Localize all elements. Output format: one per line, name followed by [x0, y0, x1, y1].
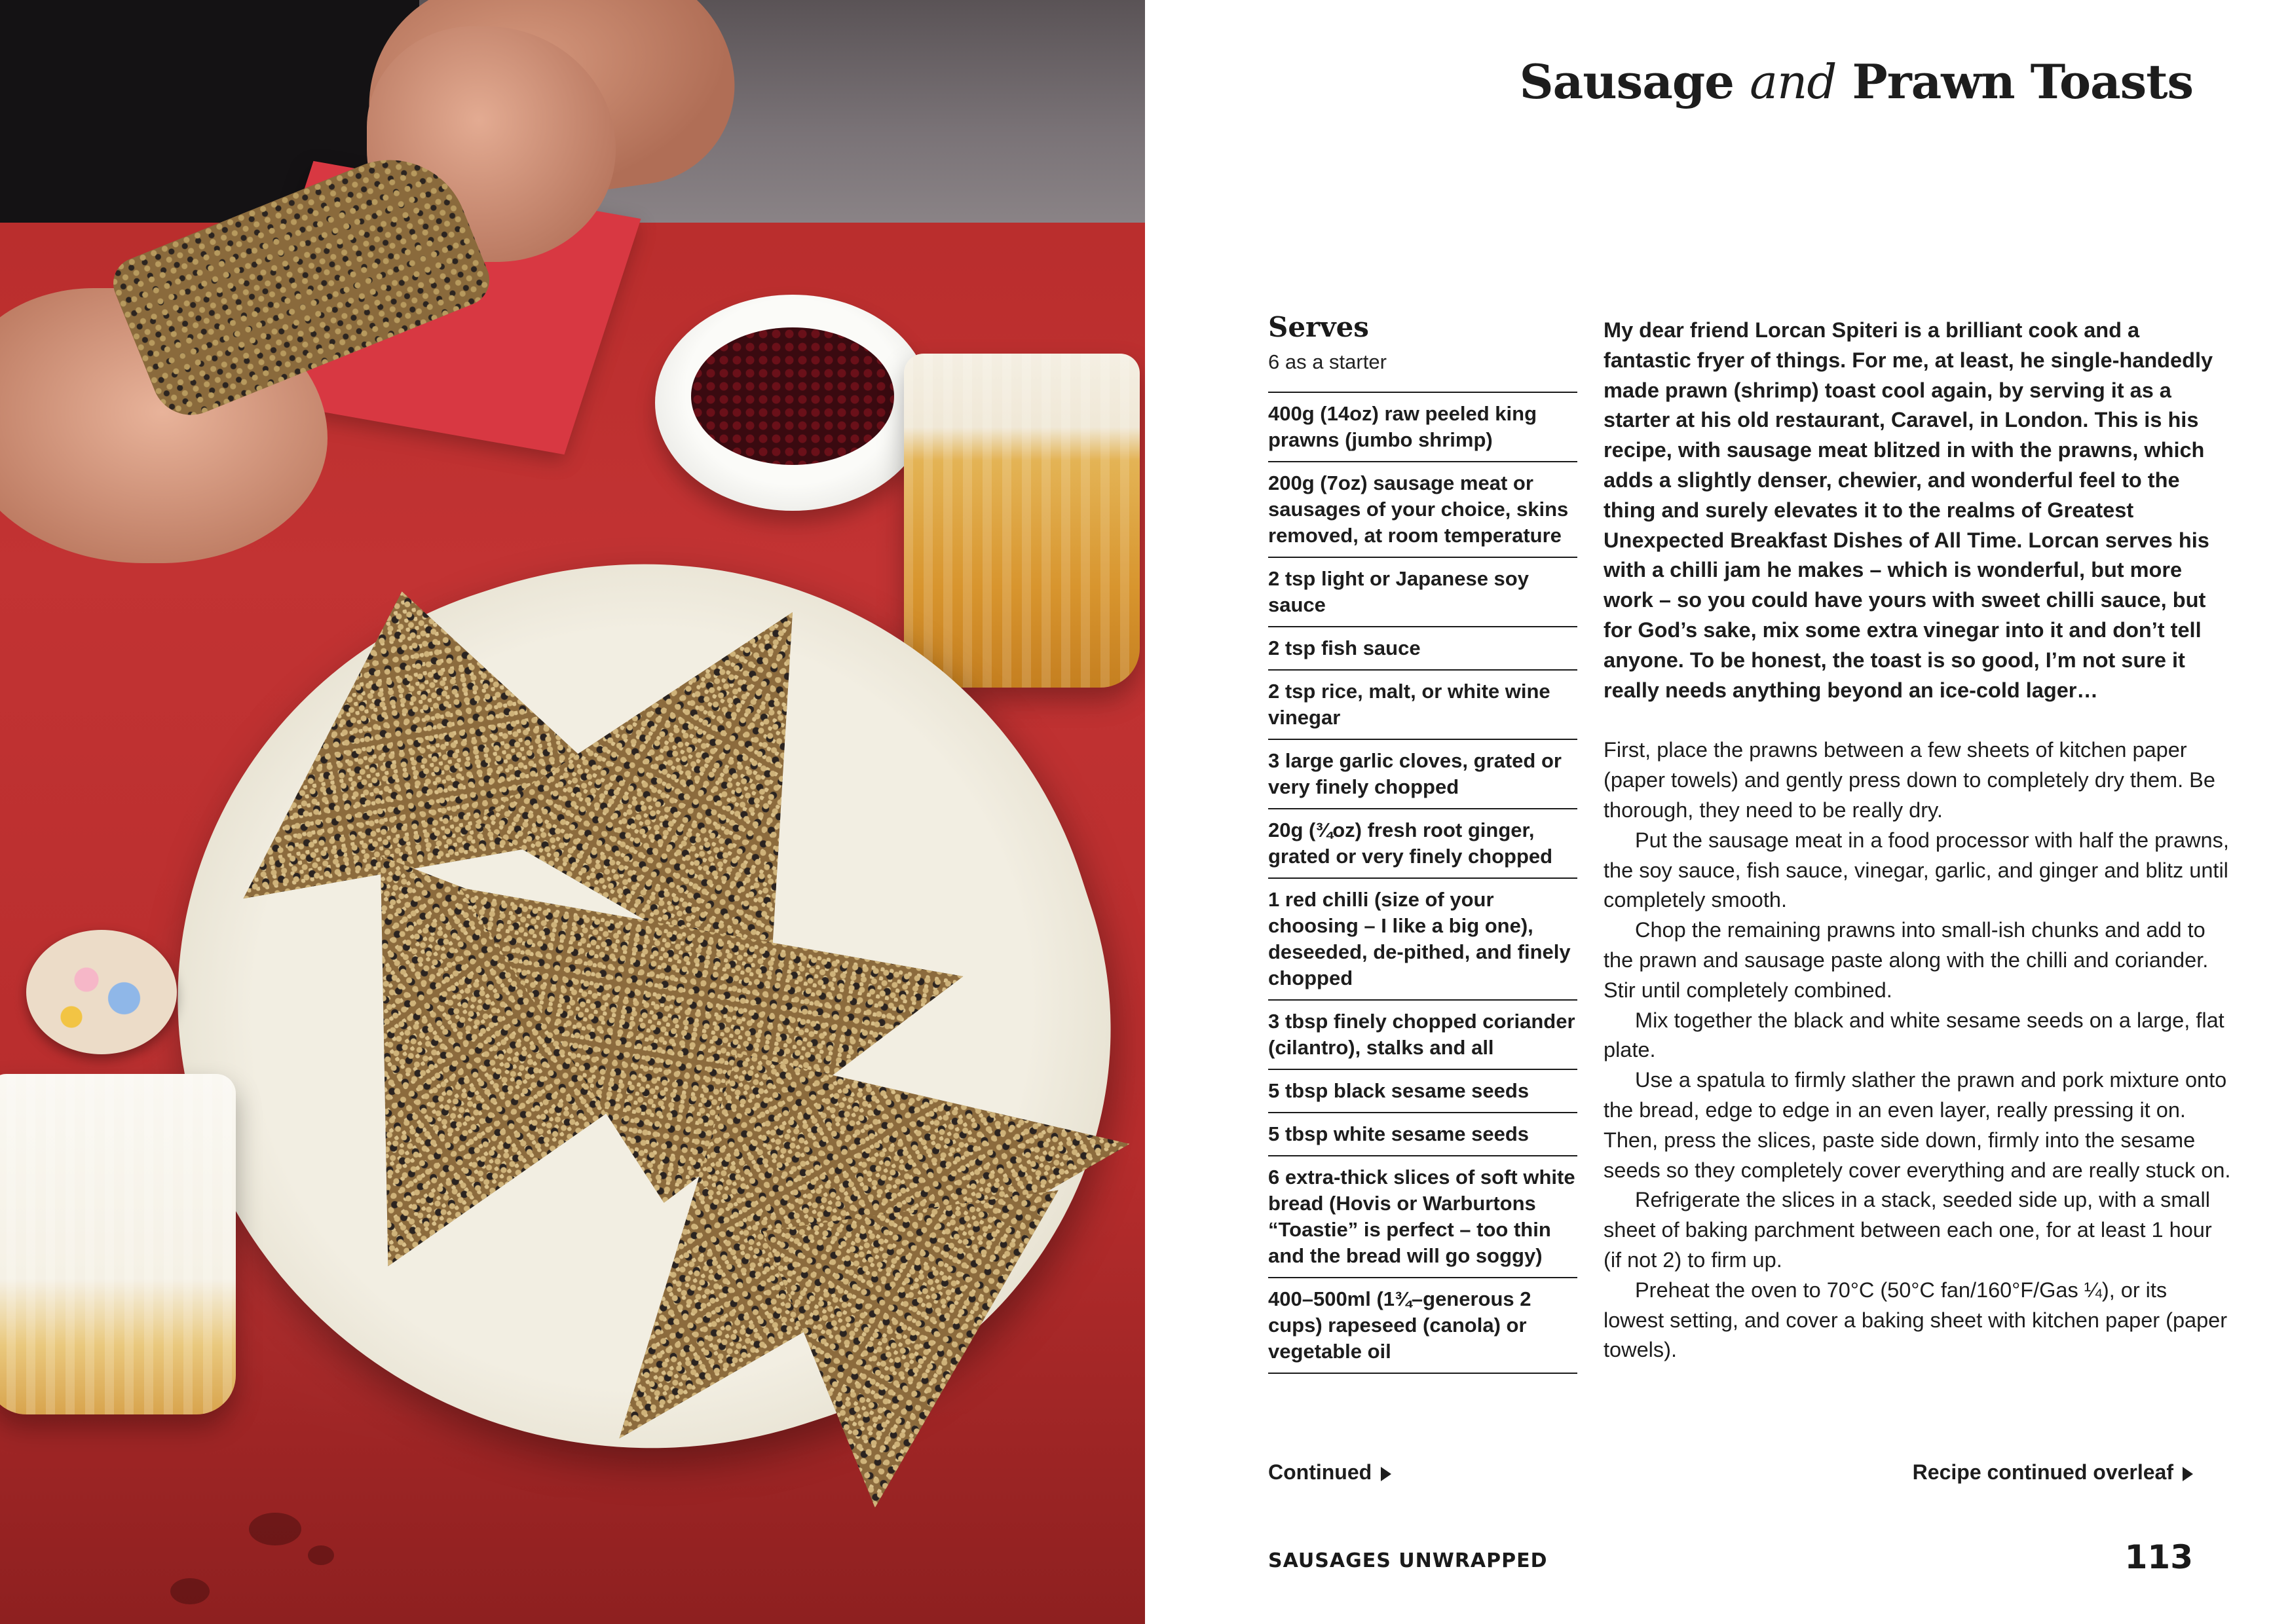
page-number: 113: [2124, 1538, 2193, 1576]
lager-glass: [904, 354, 1140, 688]
serves-value: 6 as a starter: [1268, 350, 1387, 373]
title-part-2: and: [1750, 54, 1837, 109]
ingredient-item: 3 tbsp finely chopped coriander (cilantro), stalks and all: [1268, 1001, 1577, 1070]
ingredient-item: 20g (¾oz) fresh root ginger, grated or very finely chopped: [1268, 809, 1577, 879]
ingredient-list: [1268, 392, 1577, 1374]
ingredient-item: 2 tsp light or Japanese soy sauce: [1268, 558, 1577, 627]
method-step: Refrigerate the slices in a stack, seeded side up, with a small sheet of baking parchment between each one, for at least 1 hour (if not 2) to firm up.: [1604, 1188, 2212, 1272]
continued-overleaf-link[interactable]: [1913, 1458, 2193, 1486]
ingredient-item: 5 tbsp white sesame seeds: [1268, 1113, 1577, 1156]
method-step: Preheat the oven to 70°C (50°C fan/160°F/Gas ¼), or its lowest setting, and cover a baking sheet with kitchen paper (paper towels).: [1604, 1278, 2228, 1362]
ingredient-item: 3 large garlic cloves, grated or very finely chopped: [1268, 740, 1577, 809]
chilli-jam: [691, 327, 894, 465]
book-title-footer: SAUSAGES UNWRAPPED: [1268, 1549, 1548, 1572]
ingredient-item: 5 tbsp black sesame seeds: [1268, 1070, 1577, 1113]
arrow-right-icon: [1381, 1467, 1391, 1481]
ingredient-item: 2 tsp fish sauce: [1268, 627, 1577, 671]
serves-heading: Serves: [1268, 311, 1369, 343]
method-step: Chop the remaining prawns into small-ish chunks and add to the prawn and sausage paste along with the chilli and coriander. Stir until completely combined.: [1604, 918, 2209, 1002]
ingredient-item: 400g (14oz) raw peeled king prawns (jumbo shrimp): [1268, 392, 1577, 462]
title-part-1: Sausage: [1519, 54, 1734, 109]
recipe-page: [1145, 0, 2290, 1624]
recipe-title: [1520, 54, 2193, 109]
ingredient-item: 2 tsp rice, malt, or white wine vinegar: [1268, 671, 1577, 740]
table-stain: [308, 1545, 334, 1565]
ingredient-item: 200g (7oz) sausage meat or sausages of your choice, skins removed, at room temperature: [1268, 462, 1577, 558]
ingredient-item: 6 extra-thick slices of soft white bread (Hovis or Warburtons “Toastie” is perfect – too thin and the bread will go soggy): [1268, 1156, 1577, 1278]
method-step: Mix together the black and white sesame seeds on a large, flat plate.: [1604, 1008, 2224, 1062]
method-step: Use a spatula to firmly slather the prawn and pork mixture onto the bread, edge to edge in an even layer, really pressing it on. Then, press the slices, paste side down, firmly into the sesame seeds so they completely cover everything and are really stuck on.: [1604, 1068, 2231, 1182]
method-step: Put the sausage meat in a food processor with half the prawns, the soy sauce, fish sauce, vinegar, garlic, and ginger and blitz until completely smooth.: [1604, 828, 2229, 912]
arrow-right-icon: [2183, 1467, 2193, 1481]
continued-link[interactable]: [1268, 1458, 1391, 1486]
table-stain: [249, 1513, 301, 1545]
continued-overleaf-label: Recipe continued overleaf: [1912, 1460, 2173, 1484]
decorative-glass: [26, 930, 177, 1054]
method-step: First, place the prawns between a few sheets of kitchen paper (paper towels) and gently press down to completely dry them. Be thorough, they need to be really dry.: [1604, 738, 2215, 822]
ingredients-column: [1268, 309, 1577, 1374]
ingredient-item: 1 red chilli (size of your choosing – I like a big one), deseeded, de-pithed, and finely chopped: [1268, 879, 1577, 1001]
milk-glass: [0, 1074, 236, 1414]
method-column: [1604, 316, 2232, 1365]
title-part-3: Prawn Toasts: [1852, 54, 2193, 109]
recipe-intro: My dear friend Lorcan Spiteri is a brilliant cook and a fantastic fryer of things. For me, at least, he single-handedly made prawn (shrimp) toast cool again, by serving it as a starter at his old restaurant, Caravel, in London. This is his recipe, with sausage meat blitzed in with the prawns, which adds a slightly denser, chewier, and wonderful feel to the thing and surely elevates it to the realms of Greatest Unexpected Breakfast Dishes of All Time. Lorcan serves his with a chilli jam he makes – which is wonderful, but more work – so you could have yours with sweet chilli sauce, but for God’s sake, mix some extra vinegar into it and don’t tell anyone. To be honest, the toast is so good, I’m not sure it really needs anything beyond an ice-cold lager…: [1604, 318, 2213, 702]
ingredient-item: 400–500ml (1¾–generous 2 cups) rapeseed (canola) or vegetable oil: [1268, 1278, 1577, 1374]
continued-label: Continued: [1268, 1460, 1372, 1484]
table-stain: [170, 1578, 210, 1604]
